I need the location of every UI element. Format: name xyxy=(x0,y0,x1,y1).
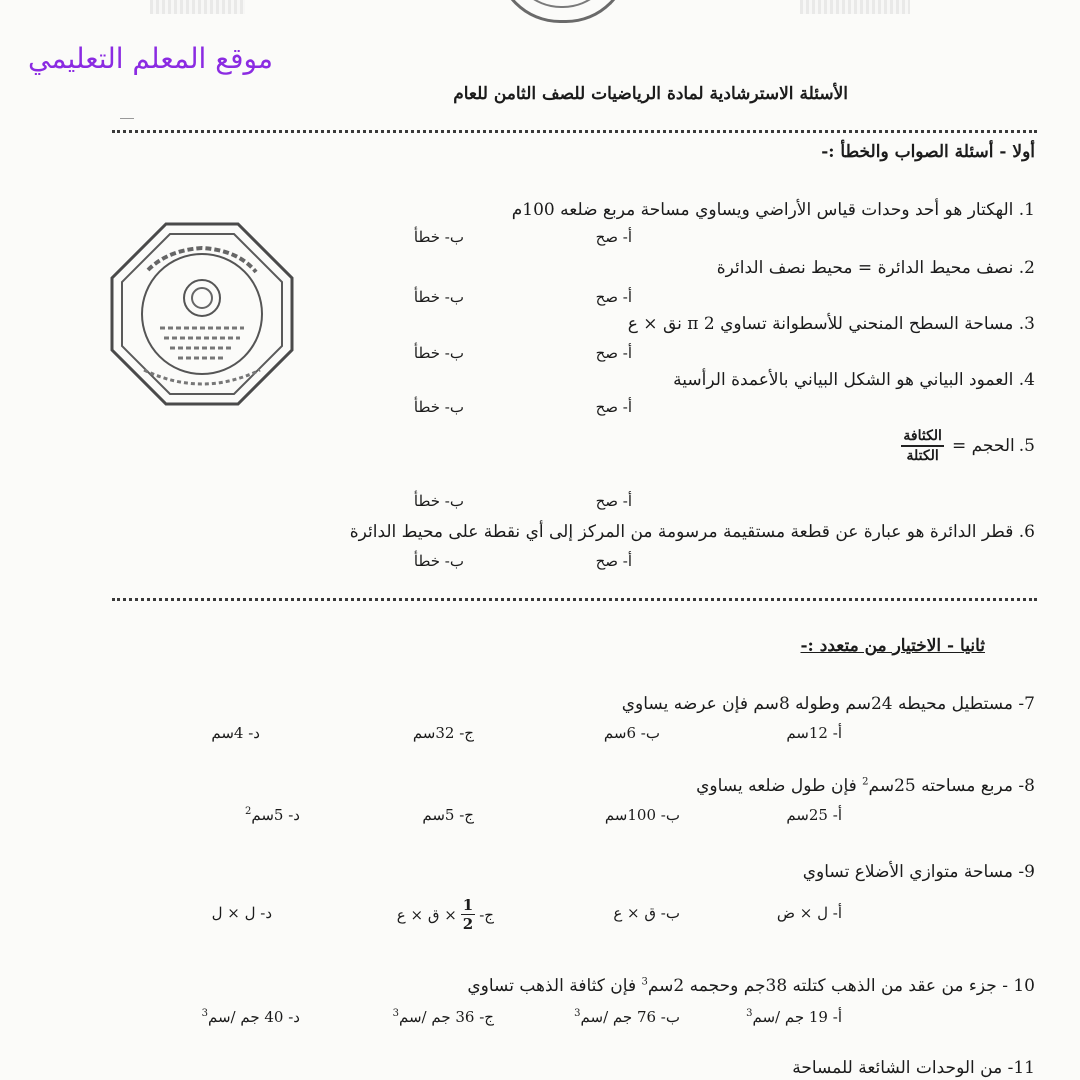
mc-q10-option-c xyxy=(393,1008,494,1026)
mc-q10-text-b: فإن كثافة الذهب تساوي xyxy=(467,976,642,996)
tf-question-number: 4. xyxy=(1018,370,1035,390)
tf-question-text: الهكتار هو أحد وحدات قياس الأراضي ويساوي مساحة مربع ضلعه 100م xyxy=(511,200,1014,220)
tf-q6-option-true: أ- صح xyxy=(595,552,632,570)
mc-question-7: 7- مستطيل محيطه 24سم وطوله 8سم فإن عرضه يساوي xyxy=(621,694,1035,714)
mc-q9-option-d: د- ل × ل xyxy=(211,904,272,922)
scan-smudge-right xyxy=(800,0,910,14)
mc-q8-option-d xyxy=(245,806,300,824)
tf-question-3 xyxy=(628,314,1035,334)
tf-question-number: 6. xyxy=(1018,522,1035,542)
tf-q1-option-true: أ- صح xyxy=(595,228,632,246)
tf-question-text: نصف محيط الدائرة = محيط نصف الدائرة xyxy=(716,258,1014,278)
mc-q7-option-a: أ- 12سم xyxy=(786,724,842,742)
tf-question-5 xyxy=(897,428,1035,464)
mc-q7-option-c: ج- 32سم xyxy=(412,724,474,742)
density-fraction xyxy=(901,428,944,464)
tf-q4-option-true: أ- صح xyxy=(595,398,632,416)
tf-question-text: قطر الدائرة هو عبارة عن قطعة مستقيمة مرسومة من المركز إلى أي نقطة على محيط الدائرة xyxy=(349,522,1014,542)
mc-q10-option-a-sup: 3 xyxy=(746,1008,753,1019)
tf-question-number: 5. xyxy=(1018,436,1035,456)
mc-q8-option-c: ج- 5سم xyxy=(422,806,474,824)
mc-q10-sup: 3 xyxy=(641,976,648,988)
header-underline xyxy=(120,118,134,119)
section-title-true-false: أولا - أسئلة الصواب والخطأ :- xyxy=(821,142,1035,162)
mc-q9-option-a: أ- ل × ض xyxy=(776,904,842,922)
tf-q2-option-false: ب- خطأ xyxy=(413,288,464,306)
tf-q3-option-true: أ- صح xyxy=(595,344,632,362)
tf-question-number: 1. xyxy=(1018,200,1035,220)
tf-q5-option-false: ب- خطأ xyxy=(413,492,464,510)
mc-q10-option-d xyxy=(202,1008,300,1026)
tf-question-2 xyxy=(717,258,1035,278)
mc-question-9: 9- مساحة متوازي الأضلاع تساوي xyxy=(802,862,1035,882)
mc-q10-option-a-text: أ- 19 جم /سم xyxy=(752,1008,842,1026)
fraction-denominator: الكتلة xyxy=(906,448,939,464)
mc-q10-text-a: 10 - جزء من عقد من الذهب كتلته 38جم وحجمه 2سم xyxy=(647,976,1035,996)
ministry-seal-top xyxy=(496,0,630,23)
mc-q9-option-c-rest: × ق × ع xyxy=(396,905,457,924)
divider-top xyxy=(112,130,1037,133)
tf-q6-option-false: ب- خطأ xyxy=(413,552,464,570)
tf-question-1 xyxy=(512,200,1035,220)
mc-question-8 xyxy=(696,776,1035,796)
tf-question-number: 3. xyxy=(1018,314,1035,334)
mc-q8-option-d-text: د- 5سم xyxy=(251,806,300,824)
inspection-stamp xyxy=(108,220,296,408)
section-title-multiple-choice: ثانيا - الاختيار من متعدد :- xyxy=(800,636,985,656)
mc-q10-option-a xyxy=(746,1008,842,1026)
tf-q3-option-false: ب- خطأ xyxy=(413,344,464,362)
mc-q7-option-b: ب- 6سم xyxy=(603,724,660,742)
tf-q1-option-false: ب- خطأ xyxy=(413,228,464,246)
mc-q8-text-a: 8- مربع مساحته 25سم xyxy=(868,776,1035,796)
site-watermark: موقع المعلم التعليمي xyxy=(28,42,273,75)
tf-question-text: العمود البياني هو الشكل البياني بالأعمدة الرأسية xyxy=(673,370,1014,390)
half-denominator: 2 xyxy=(462,915,474,933)
document-title: الأسئلة الاسترشادية لمادة الرياضيات للصف الثامن للعام xyxy=(453,84,848,104)
tf-question-text: مساحة السطح المنحني للأسطوانة تساوي 2 π نق × ع xyxy=(627,314,1014,334)
tf-q2-option-true: أ- صح xyxy=(595,288,632,306)
tf-q5-option-true: أ- صح xyxy=(595,492,632,510)
mc-question-11: 11- من الوحدات الشائعة للمساحة xyxy=(792,1058,1035,1078)
mc-q8-text-b: فإن طول ضلعه يساوي xyxy=(696,776,863,796)
mc-q10-option-c-text: ج- 36 جم /سم xyxy=(398,1008,494,1026)
mc-q7-option-d: د- 4سم xyxy=(211,724,260,742)
half-numerator: 1 xyxy=(462,896,474,914)
mc-q8-sup: 2 xyxy=(862,776,869,788)
mc-q9-option-c-label: ج- xyxy=(479,905,494,924)
mc-q9-option-b: ب- ق × ع xyxy=(613,904,680,922)
mc-q8-option-a: أ- 25سم xyxy=(786,806,842,824)
tf-question-6 xyxy=(350,522,1035,542)
mc-q10-option-d-sup: 3 xyxy=(201,1008,208,1019)
mc-q8-option-b: ب- 100سم xyxy=(604,806,680,824)
mc-question-10 xyxy=(467,976,1035,996)
half-fraction xyxy=(461,896,475,933)
divider-middle xyxy=(112,598,1037,601)
tf-question-text: الحجم = xyxy=(951,436,1015,456)
tf-q4-option-false: ب- خطأ xyxy=(413,398,464,416)
mc-q10-option-c-sup: 3 xyxy=(392,1008,399,1019)
mc-q8-option-d-sup: 2 xyxy=(244,806,252,817)
mc-q10-option-b-text: ب- 76 جم /سم xyxy=(580,1008,680,1026)
mc-q10-option-d-text: د- 40 جم /سم xyxy=(207,1008,300,1026)
scan-smudge-left xyxy=(150,0,245,14)
tf-question-number: 2. xyxy=(1018,258,1035,278)
mc-q10-option-b xyxy=(574,1008,680,1026)
mc-q10-option-b-sup: 3 xyxy=(574,1008,581,1019)
mc-q9-option-c xyxy=(397,896,494,933)
tf-question-4 xyxy=(673,370,1035,390)
fraction-numerator: الكثافة xyxy=(901,428,944,447)
